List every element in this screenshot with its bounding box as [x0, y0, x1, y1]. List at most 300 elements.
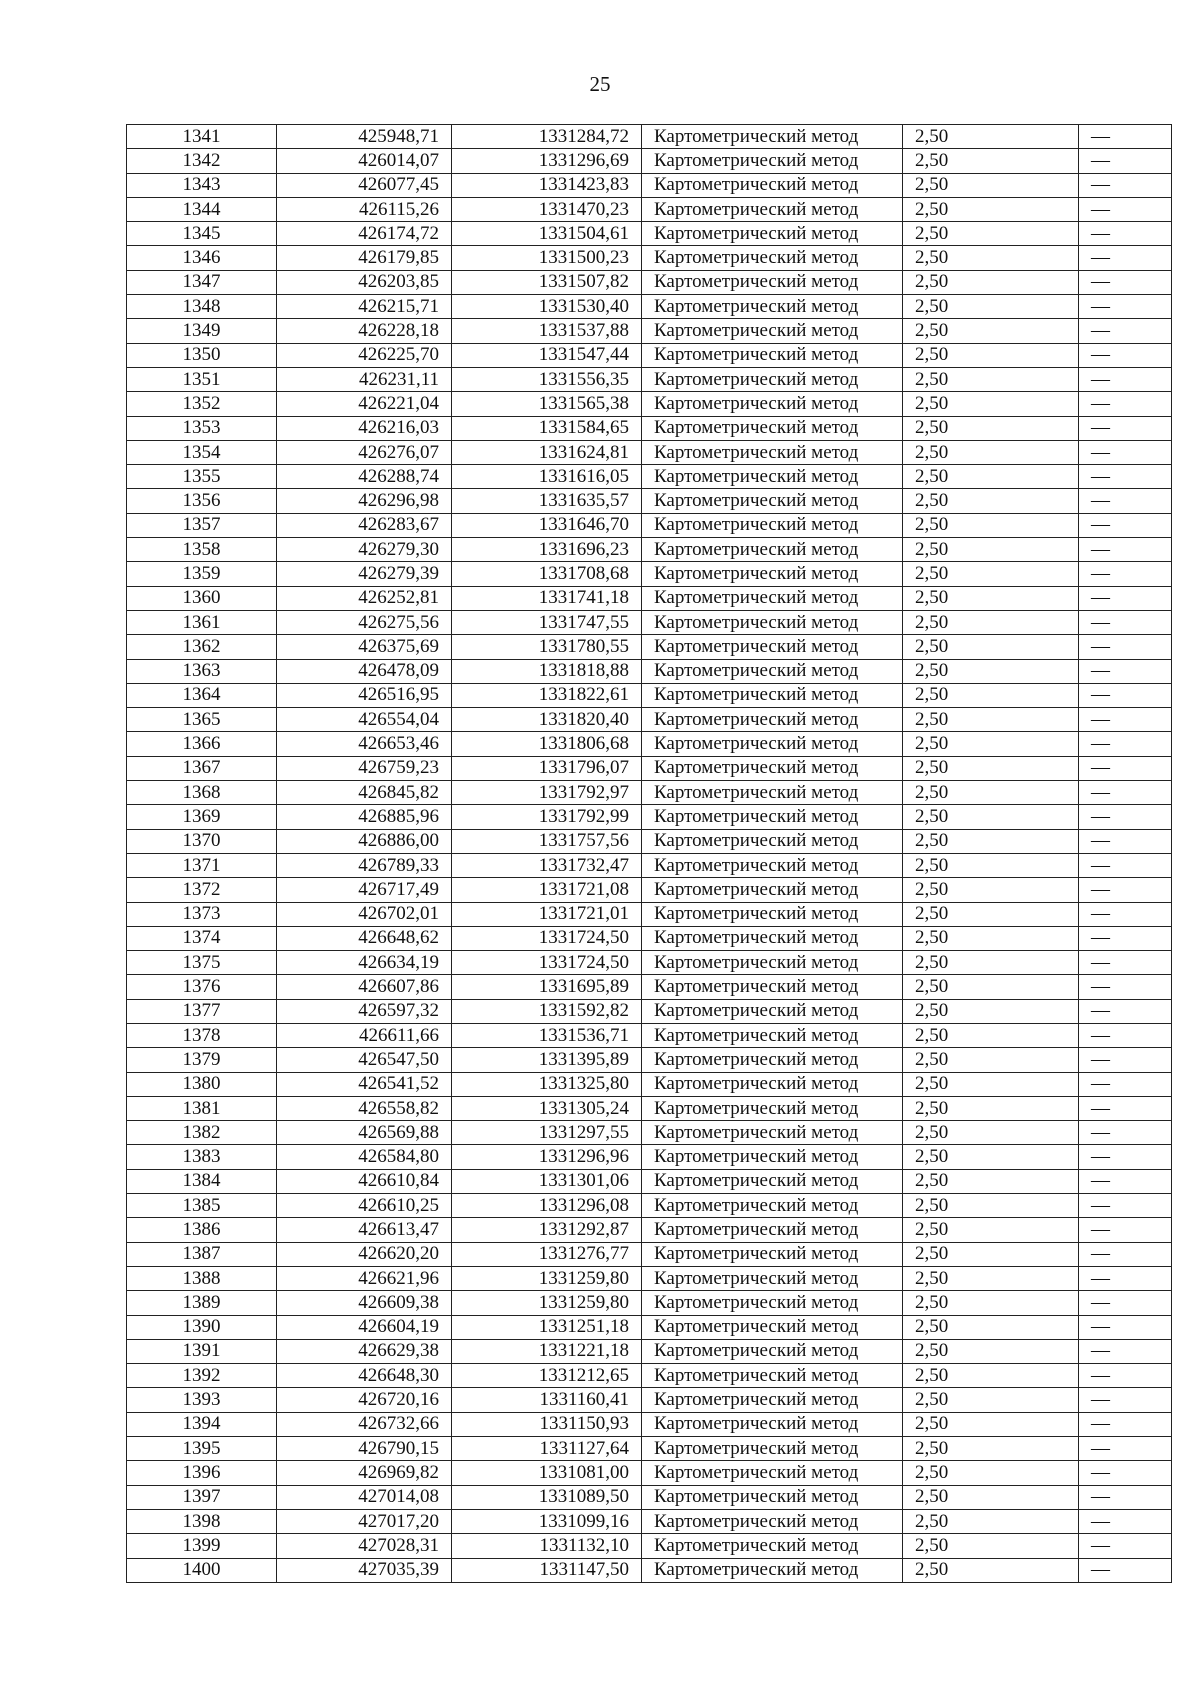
- accuracy-cell: 2,50: [903, 853, 1079, 877]
- table-row: [127, 416, 1172, 440]
- table-row: [127, 878, 1172, 902]
- note-cell: —: [1079, 683, 1172, 707]
- note-cell: —: [1079, 999, 1172, 1023]
- note-cell: —: [1079, 635, 1172, 659]
- x-coordinate-cell: 426584,80: [277, 1145, 452, 1169]
- y-coordinate-cell: 1331259,80: [452, 1291, 642, 1315]
- y-coordinate-cell: 1331616,05: [452, 465, 642, 489]
- table-row: [127, 586, 1172, 610]
- x-coordinate-cell: 426375,69: [277, 635, 452, 659]
- y-coordinate-cell: 1331296,96: [452, 1145, 642, 1169]
- x-coordinate-cell: 426611,66: [277, 1023, 452, 1047]
- y-coordinate-cell: 1331721,01: [452, 902, 642, 926]
- table-row: [127, 853, 1172, 877]
- y-coordinate-cell: 1331089,50: [452, 1485, 642, 1509]
- method-cell: Картометрический метод: [642, 1388, 903, 1412]
- x-coordinate-cell: 426607,86: [277, 975, 452, 999]
- x-coordinate-cell: 426252,81: [277, 586, 452, 610]
- table-row: [127, 465, 1172, 489]
- table-row: [127, 295, 1172, 319]
- point-number-cell: 1351: [127, 367, 277, 391]
- table-row: [127, 756, 1172, 780]
- method-cell: Картометрический метод: [642, 440, 903, 464]
- y-coordinate-cell: 1331212,65: [452, 1364, 642, 1388]
- note-cell: —: [1079, 173, 1172, 197]
- y-coordinate-cell: 1331635,57: [452, 489, 642, 513]
- x-coordinate-cell: 426174,72: [277, 222, 452, 246]
- x-coordinate-cell: 426516,95: [277, 683, 452, 707]
- method-cell: Картометрический метод: [642, 1096, 903, 1120]
- note-cell: —: [1079, 1291, 1172, 1315]
- point-number-cell: 1344: [127, 197, 277, 221]
- method-cell: Картометрический метод: [642, 149, 903, 173]
- point-number-cell: 1397: [127, 1485, 277, 1509]
- accuracy-cell: 2,50: [903, 902, 1079, 926]
- y-coordinate-cell: 1331708,68: [452, 562, 642, 586]
- x-coordinate-cell: 426789,33: [277, 853, 452, 877]
- point-number-cell: 1349: [127, 319, 277, 343]
- y-coordinate-cell: 1331160,41: [452, 1388, 642, 1412]
- accuracy-cell: 2,50: [903, 270, 1079, 294]
- table-row: [127, 1509, 1172, 1533]
- point-number-cell: 1354: [127, 440, 277, 464]
- x-coordinate-cell: 426885,96: [277, 805, 452, 829]
- method-cell: Картометрический метод: [642, 926, 903, 950]
- method-cell: Картометрический метод: [642, 343, 903, 367]
- point-number-cell: 1387: [127, 1242, 277, 1266]
- accuracy-cell: 2,50: [903, 367, 1079, 391]
- y-coordinate-cell: 1331724,50: [452, 951, 642, 975]
- table-row: [127, 1023, 1172, 1047]
- note-cell: —: [1079, 562, 1172, 586]
- accuracy-cell: 2,50: [903, 1121, 1079, 1145]
- method-cell: Картометрический метод: [642, 125, 903, 149]
- note-cell: —: [1079, 392, 1172, 416]
- note-cell: —: [1079, 829, 1172, 853]
- method-cell: Картометрический метод: [642, 610, 903, 634]
- x-coordinate-cell: 426720,16: [277, 1388, 452, 1412]
- point-number-cell: 1361: [127, 610, 277, 634]
- table-row: [127, 197, 1172, 221]
- y-coordinate-cell: 1331423,83: [452, 173, 642, 197]
- point-number-cell: 1371: [127, 853, 277, 877]
- point-number-cell: 1374: [127, 926, 277, 950]
- method-cell: Картометрический метод: [642, 489, 903, 513]
- x-coordinate-cell: 426115,26: [277, 197, 452, 221]
- table-row: [127, 1388, 1172, 1412]
- point-number-cell: 1372: [127, 878, 277, 902]
- point-number-cell: 1388: [127, 1266, 277, 1290]
- note-cell: —: [1079, 513, 1172, 537]
- method-cell: Картометрический метод: [642, 683, 903, 707]
- method-cell: Картометрический метод: [642, 1048, 903, 1072]
- accuracy-cell: 2,50: [903, 1145, 1079, 1169]
- page-number: 25: [589, 72, 611, 96]
- y-coordinate-cell: 1331251,18: [452, 1315, 642, 1339]
- x-coordinate-cell: 426221,04: [277, 392, 452, 416]
- point-number-cell: 1376: [127, 975, 277, 999]
- accuracy-cell: 2,50: [903, 1509, 1079, 1533]
- method-cell: Картометрический метод: [642, 1072, 903, 1096]
- point-number-cell: 1352: [127, 392, 277, 416]
- note-cell: —: [1079, 367, 1172, 391]
- note-cell: —: [1079, 975, 1172, 999]
- table-row: [127, 173, 1172, 197]
- table-row: [127, 1315, 1172, 1339]
- note-cell: —: [1079, 1169, 1172, 1193]
- note-cell: —: [1079, 1194, 1172, 1218]
- y-coordinate-cell: 1331276,77: [452, 1242, 642, 1266]
- note-cell: —: [1079, 951, 1172, 975]
- y-coordinate-cell: 1331081,00: [452, 1461, 642, 1485]
- point-number-cell: 1345: [127, 222, 277, 246]
- method-cell: Картометрический метод: [642, 1194, 903, 1218]
- accuracy-cell: 2,50: [903, 1023, 1079, 1047]
- method-cell: Картометрический метод: [642, 975, 903, 999]
- method-cell: Картометрический метод: [642, 1218, 903, 1242]
- x-coordinate-cell: 426276,07: [277, 440, 452, 464]
- table-row: [127, 562, 1172, 586]
- accuracy-cell: 2,50: [903, 781, 1079, 805]
- x-coordinate-cell: 426648,62: [277, 926, 452, 950]
- method-cell: Картометрический метод: [642, 416, 903, 440]
- method-cell: Картометрический метод: [642, 659, 903, 683]
- note-cell: —: [1079, 1072, 1172, 1096]
- table-row: [127, 125, 1172, 149]
- table-row: [127, 1121, 1172, 1145]
- y-coordinate-cell: 1331646,70: [452, 513, 642, 537]
- x-coordinate-cell: 426620,20: [277, 1242, 452, 1266]
- method-cell: Картометрический метод: [642, 902, 903, 926]
- point-number-cell: 1370: [127, 829, 277, 853]
- point-number-cell: 1377: [127, 999, 277, 1023]
- table-row: [127, 1291, 1172, 1315]
- x-coordinate-cell: 426283,67: [277, 513, 452, 537]
- method-cell: Картометрический метод: [642, 1364, 903, 1388]
- x-coordinate-cell: 427035,39: [277, 1558, 452, 1582]
- point-number-cell: 1348: [127, 295, 277, 319]
- method-cell: Картометрический метод: [642, 1339, 903, 1363]
- y-coordinate-cell: 1331259,80: [452, 1266, 642, 1290]
- method-cell: Картометрический метод: [642, 1558, 903, 1582]
- accuracy-cell: 2,50: [903, 1169, 1079, 1193]
- method-cell: Картометрический метод: [642, 1169, 903, 1193]
- table-row: [127, 1534, 1172, 1558]
- y-coordinate-cell: 1331732,47: [452, 853, 642, 877]
- x-coordinate-cell: 426279,30: [277, 538, 452, 562]
- note-cell: —: [1079, 270, 1172, 294]
- accuracy-cell: 2,50: [903, 1096, 1079, 1120]
- y-coordinate-cell: 1331592,82: [452, 999, 642, 1023]
- accuracy-cell: 2,50: [903, 1315, 1079, 1339]
- y-coordinate-cell: 1331305,24: [452, 1096, 642, 1120]
- point-number-cell: 1393: [127, 1388, 277, 1412]
- method-cell: Картометрический метод: [642, 1485, 903, 1509]
- note-cell: —: [1079, 1242, 1172, 1266]
- point-number-cell: 1358: [127, 538, 277, 562]
- y-coordinate-cell: 1331792,97: [452, 781, 642, 805]
- y-coordinate-cell: 1331150,93: [452, 1412, 642, 1436]
- note-cell: —: [1079, 489, 1172, 513]
- note-cell: —: [1079, 1218, 1172, 1242]
- accuracy-cell: 2,50: [903, 440, 1079, 464]
- table-row: [127, 732, 1172, 756]
- table-row: [127, 440, 1172, 464]
- table-row: [127, 659, 1172, 683]
- method-cell: Картометрический метод: [642, 586, 903, 610]
- point-number-cell: 1343: [127, 173, 277, 197]
- note-cell: —: [1079, 222, 1172, 246]
- accuracy-cell: 2,50: [903, 999, 1079, 1023]
- x-coordinate-cell: 426228,18: [277, 319, 452, 343]
- x-coordinate-cell: 426629,38: [277, 1339, 452, 1363]
- point-number-cell: 1375: [127, 951, 277, 975]
- accuracy-cell: 2,50: [903, 513, 1079, 537]
- method-cell: Картометрический метод: [642, 781, 903, 805]
- note-cell: —: [1079, 319, 1172, 343]
- table-row: [127, 1145, 1172, 1169]
- y-coordinate-cell: 1331507,82: [452, 270, 642, 294]
- accuracy-cell: 2,50: [903, 586, 1079, 610]
- accuracy-cell: 2,50: [903, 1242, 1079, 1266]
- accuracy-cell: 2,50: [903, 1364, 1079, 1388]
- point-number-cell: 1356: [127, 489, 277, 513]
- point-number-cell: 1378: [127, 1023, 277, 1047]
- accuracy-cell: 2,50: [903, 1339, 1079, 1363]
- point-number-cell: 1400: [127, 1558, 277, 1582]
- note-cell: —: [1079, 1023, 1172, 1047]
- y-coordinate-cell: 1331780,55: [452, 635, 642, 659]
- point-number-cell: 1384: [127, 1169, 277, 1193]
- note-cell: —: [1079, 149, 1172, 173]
- method-cell: Картометрический метод: [642, 367, 903, 391]
- point-number-cell: 1346: [127, 246, 277, 270]
- method-cell: Картометрический метод: [642, 1437, 903, 1461]
- x-coordinate-cell: 427017,20: [277, 1509, 452, 1533]
- table-row: [127, 513, 1172, 537]
- point-number-cell: 1392: [127, 1364, 277, 1388]
- y-coordinate-cell: 1331470,23: [452, 197, 642, 221]
- point-number-cell: 1353: [127, 416, 277, 440]
- method-cell: Картометрический метод: [642, 1242, 903, 1266]
- table-row: [127, 1218, 1172, 1242]
- method-cell: Картометрический метод: [642, 1023, 903, 1047]
- y-coordinate-cell: 1331504,61: [452, 222, 642, 246]
- accuracy-cell: 2,50: [903, 416, 1079, 440]
- point-number-cell: 1385: [127, 1194, 277, 1218]
- note-cell: —: [1079, 1145, 1172, 1169]
- x-coordinate-cell: 426969,82: [277, 1461, 452, 1485]
- method-cell: Картометрический метод: [642, 1412, 903, 1436]
- y-coordinate-cell: 1331547,44: [452, 343, 642, 367]
- note-cell: —: [1079, 1558, 1172, 1582]
- coordinates-table: [126, 124, 1172, 1583]
- table-row: [127, 1485, 1172, 1509]
- note-cell: —: [1079, 878, 1172, 902]
- note-cell: —: [1079, 610, 1172, 634]
- y-coordinate-cell: 1331099,16: [452, 1509, 642, 1533]
- accuracy-cell: 2,50: [903, 295, 1079, 319]
- accuracy-cell: 2,50: [903, 1461, 1079, 1485]
- x-coordinate-cell: 426648,30: [277, 1364, 452, 1388]
- table-row: [127, 975, 1172, 999]
- table-row: [127, 392, 1172, 416]
- x-coordinate-cell: 426597,32: [277, 999, 452, 1023]
- point-number-cell: 1395: [127, 1437, 277, 1461]
- x-coordinate-cell: 426886,00: [277, 829, 452, 853]
- table-row: [127, 319, 1172, 343]
- note-cell: —: [1079, 1315, 1172, 1339]
- y-coordinate-cell: 1331747,55: [452, 610, 642, 634]
- accuracy-cell: 2,50: [903, 562, 1079, 586]
- table-row: [127, 926, 1172, 950]
- note-cell: —: [1079, 1388, 1172, 1412]
- point-number-cell: 1394: [127, 1412, 277, 1436]
- table-row: [127, 1072, 1172, 1096]
- x-coordinate-cell: 426634,19: [277, 951, 452, 975]
- x-coordinate-cell: 426215,71: [277, 295, 452, 319]
- table-row: [127, 829, 1172, 853]
- x-coordinate-cell: 426279,39: [277, 562, 452, 586]
- table-row: [127, 1461, 1172, 1485]
- method-cell: Картометрический метод: [642, 1145, 903, 1169]
- y-coordinate-cell: 1331297,55: [452, 1121, 642, 1145]
- y-coordinate-cell: 1331296,69: [452, 149, 642, 173]
- point-number-cell: 1386: [127, 1218, 277, 1242]
- x-coordinate-cell: 426558,82: [277, 1096, 452, 1120]
- note-cell: —: [1079, 1412, 1172, 1436]
- table-row: [127, 1242, 1172, 1266]
- y-coordinate-cell: 1331696,23: [452, 538, 642, 562]
- point-number-cell: 1341: [127, 125, 277, 149]
- table-row: [127, 805, 1172, 829]
- note-cell: —: [1079, 246, 1172, 270]
- table-row: [127, 538, 1172, 562]
- y-coordinate-cell: 1331395,89: [452, 1048, 642, 1072]
- accuracy-cell: 2,50: [903, 878, 1079, 902]
- accuracy-cell: 2,50: [903, 392, 1079, 416]
- table-row: [127, 1266, 1172, 1290]
- accuracy-cell: 2,50: [903, 246, 1079, 270]
- y-coordinate-cell: 1331721,08: [452, 878, 642, 902]
- table-row: [127, 1558, 1172, 1582]
- point-number-cell: 1369: [127, 805, 277, 829]
- table-row: [127, 343, 1172, 367]
- table-row: [127, 1048, 1172, 1072]
- x-coordinate-cell: 426717,49: [277, 878, 452, 902]
- note-cell: —: [1079, 538, 1172, 562]
- accuracy-cell: 2,50: [903, 756, 1079, 780]
- table-row: [127, 1194, 1172, 1218]
- note-cell: —: [1079, 440, 1172, 464]
- y-coordinate-cell: 1331221,18: [452, 1339, 642, 1363]
- accuracy-cell: 2,50: [903, 805, 1079, 829]
- y-coordinate-cell: 1331127,64: [452, 1437, 642, 1461]
- method-cell: Картометрический метод: [642, 1121, 903, 1145]
- point-number-cell: 1390: [127, 1315, 277, 1339]
- note-cell: —: [1079, 465, 1172, 489]
- method-cell: Картометрический метод: [642, 1509, 903, 1533]
- accuracy-cell: 2,50: [903, 1534, 1079, 1558]
- point-number-cell: 1342: [127, 149, 277, 173]
- accuracy-cell: 2,50: [903, 319, 1079, 343]
- table-row: [127, 1096, 1172, 1120]
- accuracy-cell: 2,50: [903, 1194, 1079, 1218]
- accuracy-cell: 2,50: [903, 1388, 1079, 1412]
- x-coordinate-cell: 426759,23: [277, 756, 452, 780]
- y-coordinate-cell: 1331537,88: [452, 319, 642, 343]
- note-cell: —: [1079, 732, 1172, 756]
- accuracy-cell: 2,50: [903, 538, 1079, 562]
- table-row: [127, 902, 1172, 926]
- accuracy-cell: 2,50: [903, 1558, 1079, 1582]
- point-number-cell: 1399: [127, 1534, 277, 1558]
- y-coordinate-cell: 1331584,65: [452, 416, 642, 440]
- note-cell: —: [1079, 756, 1172, 780]
- table-body: [127, 125, 1172, 1583]
- note-cell: —: [1079, 295, 1172, 319]
- x-coordinate-cell: 426610,25: [277, 1194, 452, 1218]
- y-coordinate-cell: 1331820,40: [452, 708, 642, 732]
- x-coordinate-cell: 426621,96: [277, 1266, 452, 1290]
- accuracy-cell: 2,50: [903, 1048, 1079, 1072]
- accuracy-cell: 2,50: [903, 1485, 1079, 1509]
- table-row: [127, 1437, 1172, 1461]
- point-number-cell: 1347: [127, 270, 277, 294]
- method-cell: Картометрический метод: [642, 805, 903, 829]
- point-number-cell: 1398: [127, 1509, 277, 1533]
- table-row: [127, 1339, 1172, 1363]
- note-cell: —: [1079, 805, 1172, 829]
- accuracy-cell: 2,50: [903, 173, 1079, 197]
- y-coordinate-cell: 1331325,80: [452, 1072, 642, 1096]
- note-cell: —: [1079, 659, 1172, 683]
- method-cell: Картометрический метод: [642, 246, 903, 270]
- method-cell: Картометрический метод: [642, 319, 903, 343]
- x-coordinate-cell: 426609,38: [277, 1291, 452, 1315]
- y-coordinate-cell: 1331806,68: [452, 732, 642, 756]
- x-coordinate-cell: 426653,46: [277, 732, 452, 756]
- accuracy-cell: 2,50: [903, 708, 1079, 732]
- note-cell: —: [1079, 781, 1172, 805]
- x-coordinate-cell: 426547,50: [277, 1048, 452, 1072]
- table-row: [127, 222, 1172, 246]
- x-coordinate-cell: 426225,70: [277, 343, 452, 367]
- point-number-cell: 1362: [127, 635, 277, 659]
- x-coordinate-cell: 426203,85: [277, 270, 452, 294]
- note-cell: —: [1079, 853, 1172, 877]
- note-cell: —: [1079, 1534, 1172, 1558]
- method-cell: Картометрический метод: [642, 829, 903, 853]
- note-cell: —: [1079, 708, 1172, 732]
- method-cell: Картометрический метод: [642, 635, 903, 659]
- x-coordinate-cell: 426613,47: [277, 1218, 452, 1242]
- point-number-cell: 1360: [127, 586, 277, 610]
- method-cell: Картометрический метод: [642, 562, 903, 586]
- point-number-cell: 1368: [127, 781, 277, 805]
- accuracy-cell: 2,50: [903, 610, 1079, 634]
- point-number-cell: 1357: [127, 513, 277, 537]
- x-coordinate-cell: 426554,04: [277, 708, 452, 732]
- point-number-cell: 1359: [127, 562, 277, 586]
- table-row: [127, 489, 1172, 513]
- y-coordinate-cell: 1331132,10: [452, 1534, 642, 1558]
- point-number-cell: 1366: [127, 732, 277, 756]
- method-cell: Картометрический метод: [642, 732, 903, 756]
- method-cell: Картометрический метод: [642, 295, 903, 319]
- note-cell: —: [1079, 1266, 1172, 1290]
- note-cell: —: [1079, 1096, 1172, 1120]
